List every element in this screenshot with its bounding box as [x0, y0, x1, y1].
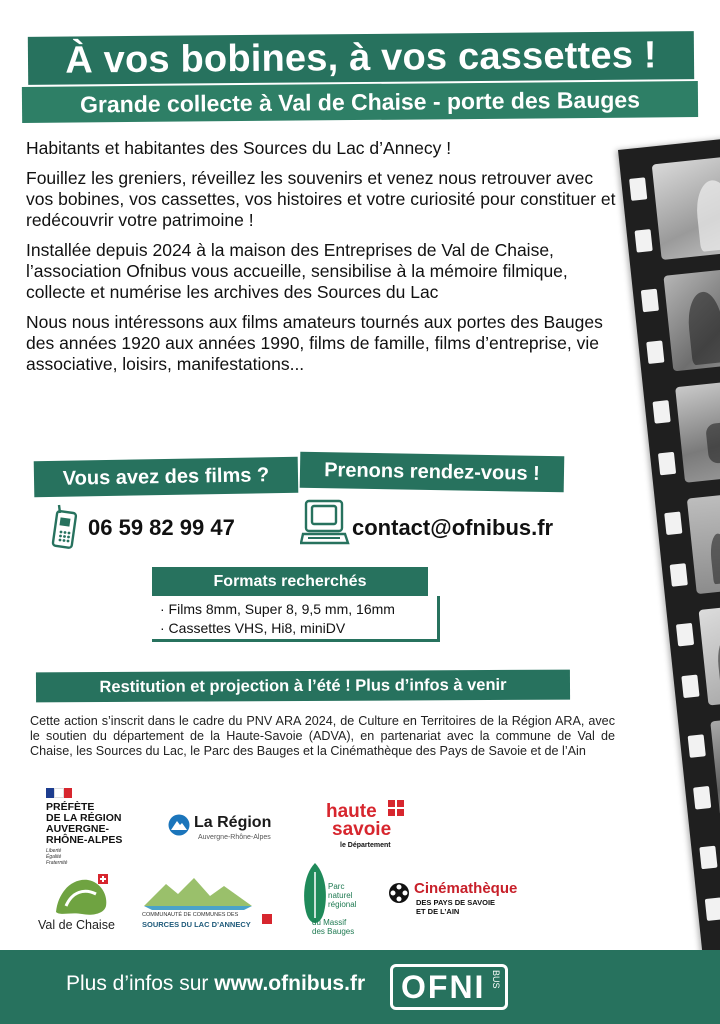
val-de-chaise-logo	[38, 872, 128, 934]
parc-line: du Massif	[312, 918, 347, 927]
prefete-logo	[46, 788, 156, 868]
film-frame-photo	[699, 599, 720, 706]
prefete-motto: Fraternité	[46, 860, 68, 866]
haute-savoie-logo	[326, 800, 416, 856]
sources-du-lac-line: SOURCES DU LAC D’ANNECY	[142, 920, 251, 929]
formats-item: · Cassettes VHS, Hi8, miniDV	[160, 620, 346, 636]
val-de-chaise-name: Val de Chaise	[38, 918, 115, 932]
region-name: La Région	[194, 814, 272, 831]
email-address[interactable]: contact@ofnibus.fr	[352, 515, 554, 540]
footer-url[interactable]: www.ofnibus.fr	[214, 972, 366, 995]
cta-appointment-banner: Prenons rendez-vous !	[300, 452, 565, 493]
prefete-line: DE LA RÉGION	[46, 812, 122, 824]
film-strip-decoration	[618, 134, 720, 1024]
parc-leaf-icon	[300, 862, 330, 924]
prefete-line: RHÔNE-ALPES	[46, 834, 123, 846]
intro-paragraph: Habitants et habitantes des Sources du Lac d’Annecy !	[26, 138, 452, 158]
intro-paragraph: Nous nous intéressons aux films amateurs tournés aux portes des Bauges des années 1920 aux années 1990, films de famille, films d’entreprise, vie associative, loisirs, manifestations...	[26, 312, 603, 374]
film-frame-photo	[710, 710, 720, 817]
film-frame-photo	[675, 376, 720, 483]
footer-prefix: Plus d’infos sur	[66, 972, 215, 995]
film-frame-photo	[652, 153, 720, 260]
region-mountain-icon	[168, 814, 190, 836]
prefete-motto: Liberté	[46, 848, 62, 854]
film-frame-photo	[663, 265, 720, 372]
mobile-phone-icon	[50, 502, 80, 550]
prefete-line: AUVERGNE-	[46, 823, 110, 835]
cinematheque-name: Cinémathèque	[414, 880, 518, 897]
parc-bauges-logo	[300, 862, 360, 946]
footer-more-info	[66, 972, 365, 996]
mountain-lake-icon	[144, 876, 254, 910]
formats-heading: Formats recherchés	[152, 567, 428, 596]
footer	[0, 950, 720, 1024]
ofnibus-logo	[390, 964, 508, 1010]
haute-savoie-word: savoie	[332, 819, 392, 840]
intro-text	[26, 138, 616, 384]
subtitle: Grande collecte à Val de Chaise - porte des Bauges	[22, 81, 698, 123]
partners-statement: Cette action s’inscrit dans le cadre du PNV ARA 2024, de Culture en Territoires de la Région ARA, avec le soutien du département de la Haute-Savoie (ADVA), en partenariat avec la commune de Val de Chaise, les Sources du Lac, le Parc des Bauges et la Cinémathèque des Pays de Savoie et de l’Ain	[30, 714, 615, 758]
prefete-line: PRÉFÈTE	[46, 801, 95, 813]
ofnibus-logo-word: OFNI	[401, 968, 486, 1005]
ofnibus-logo-small: BUS	[491, 970, 501, 989]
main-title: À vos bobines, à vos cassettes !	[28, 31, 694, 85]
prefete-motto: Égalité	[46, 854, 62, 860]
formats-list	[152, 596, 440, 642]
cinematheque-line: DES PAYS DE SAVOIE	[416, 898, 496, 907]
restitution-banner: Restitution et projection à l’été ! Plus d’infos à venir	[36, 670, 570, 703]
cta-films-banner: Vous avez des films ?	[34, 457, 299, 498]
intro-paragraph: Fouillez les greniers, réveillez les souvenirs et venez nous retrouver avec vos bobines, vos cassettes, vos histoires et votre curiosité pour constituer et redécouvrir votre patrimoine !	[26, 168, 616, 230]
parc-line: des Bauges	[312, 927, 355, 936]
haute-savoie-dept: le Département	[340, 842, 391, 849]
film-reel-icon	[388, 882, 410, 904]
region-sub: Auvergne-Rhône-Alpes	[198, 834, 271, 841]
computer-icon	[300, 498, 350, 546]
film-frame-photo	[687, 487, 720, 594]
parc-line: régional	[328, 900, 357, 909]
region-logo	[168, 812, 298, 852]
sources-du-lac-logo	[138, 872, 276, 934]
parc-line: Parc	[328, 882, 345, 891]
haute-savoie-word: haute	[326, 801, 377, 822]
formats-item: · Films 8mm, Super 8, 9,5 mm, 16mm	[160, 601, 395, 617]
phone-number[interactable]: 06 59 82 99 47	[88, 515, 235, 540]
cinematheque-line: ET DE L’AIN	[416, 907, 460, 916]
val-de-chaise-emblem-icon	[52, 872, 112, 916]
parc-line: naturel	[328, 891, 353, 900]
sources-du-lac-line: COMMUNAUTÉ DE COMMUNES DES	[142, 912, 239, 918]
cinematheque-logo	[388, 880, 548, 920]
intro-paragraph: Installée depuis 2024 à la maison des Entreprises de Val de Chaise, l’association Ofnibus vous accueille, sensibilise à la mémoire filmique, collecte et numérise les archives des Sources du Lac	[26, 240, 568, 302]
